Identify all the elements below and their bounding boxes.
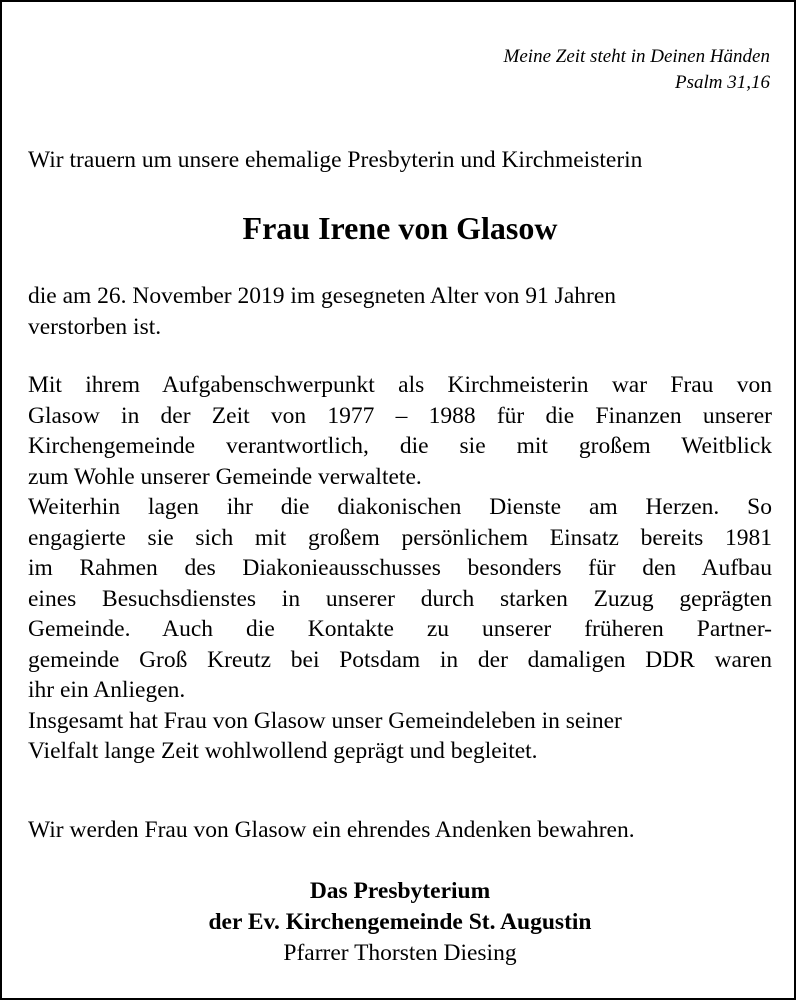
signature-parish: der Ev. Kirchengemeinde St. Augustin: [208, 909, 592, 935]
intro-text: Wir trauern um unsere ehemalige Presbyterin und Kirchmeisterin: [28, 147, 643, 173]
bible-verse-reference: Psalm 31,16: [675, 72, 770, 93]
bible-verse: [504, 44, 770, 96]
signature-pastor: Pfarrer Thorsten Diesing: [283, 940, 517, 966]
deceased-name: Frau Irene von Glasow: [242, 210, 558, 246]
tribute-line: zum Wohle unserer Gemeinde verwaltete.: [28, 463, 422, 490]
bible-verse-text: Meine Zeit steht in Deinen Händen: [503, 46, 770, 67]
death-notice-line: die am 26. November 2019 im gesegneten Alter von 91 Jahren: [28, 283, 617, 309]
tribute-line: Glasow in der Zeit von 1977 – 1988 für die Finanzen unserer: [28, 402, 772, 429]
death-notice: [28, 281, 772, 342]
signature-presbytery: Das Presbyterium: [309, 878, 491, 904]
tribute-paragraph: [28, 370, 772, 767]
tribute-line: Gemeinde. Auch die Kontakte zu unserer früheren Partner-: [28, 616, 772, 642]
signature-block: [2, 876, 796, 969]
closing-sentence: Wir werden Frau von Glasow ein ehrendes Andenken bewahren.: [28, 817, 635, 843]
tribute-line: gemeinde Groß Kreutz bei Potsdam in der damaligen DDR waren: [28, 646, 772, 673]
tribute-line: Weiterhin lagen ihr die diakonischen Dienste am Herzen. So: [28, 494, 772, 520]
tribute-line: Vielfalt lange Zeit wohlwollend geprägt und begleitet.: [28, 738, 538, 764]
death-notice-line: verstorben ist.: [28, 313, 162, 340]
tribute-line: ihr ein Anliegen.: [28, 677, 186, 703]
tribute-line: eines Besuchsdienstes in unserer durch starken Zuzug geprägten: [28, 585, 772, 612]
tribute-line: Insgesamt hat Frau von Glasow unser Gemeindeleben in seiner: [28, 707, 622, 734]
tribute-line: im Rahmen des Diakonieausschusses besonders für den Aufbau: [28, 555, 772, 581]
tribute-line: Mit ihrem Aufgabenschwerpunkt als Kirchmeisterin war Frau von: [28, 372, 772, 398]
tribute-line: Kirchengemeinde verantwortlich, die sie mit großem Weitblick: [28, 433, 772, 459]
tribute-line: engagierte sie sich mit großem persönlichem Einsatz bereits 1981: [28, 524, 772, 551]
